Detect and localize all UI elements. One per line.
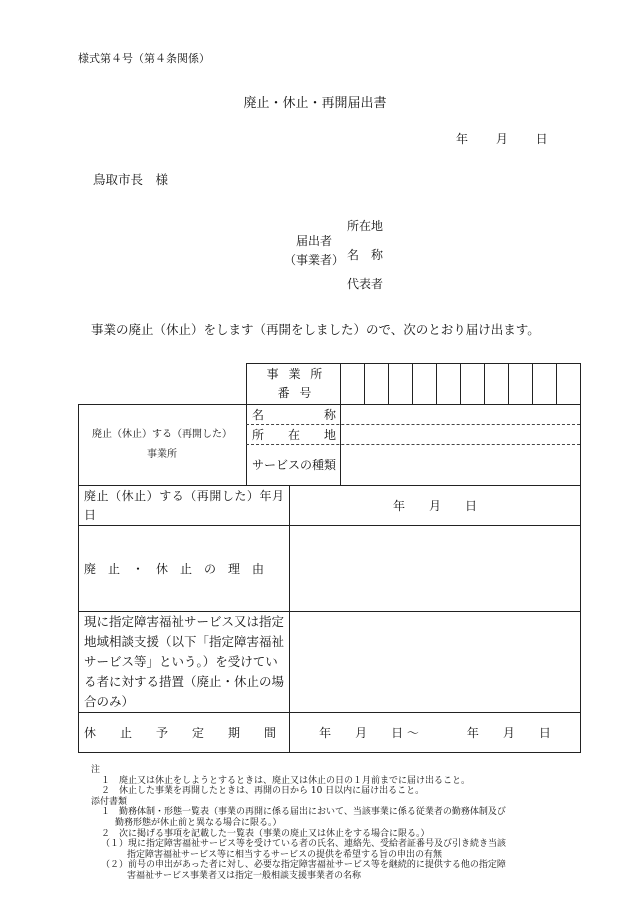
applicant-label-line1: 届出者 [296,234,333,248]
note-1: １ 廃止又は休止をしようとするときは、廃止又は休止の日の１月前までに届け出ること。 [101,775,471,786]
table-rule [580,363,581,753]
attachment-2-1-cont: 指定障害福祉サービス等に相当するサービスの提供を希望する旨の申出の有無 [127,849,443,860]
attachments-heading: 添付書類 [91,796,128,807]
effective-date-input[interactable]: 年 月 日 [392,499,477,513]
attachment-2-2-cont: 害福祉サービス事業者又は指定一般相談支援事業者の名称 [127,870,362,881]
attachment-1-cont: 勤務形態が休止前と異なる場合に限る。） [115,817,282,828]
applicant-address-field[interactable]: 所在地 [347,219,384,233]
reason-input[interactable] [290,526,580,611]
service-type-label: サービスの種類 [251,457,336,472]
reason-label: 廃 止 ・ 休 止 の 理 由 [84,562,265,576]
attachment-1: １ 勤務体制・形態一覧表（事業の再開に係る届出において、当該事業に係る従業者の勤務体制及び [101,807,506,818]
service-type-input[interactable] [341,445,580,485]
office-address-input[interactable] [341,425,580,444]
office-group-label [79,420,245,470]
notes-heading: 注 [91,765,101,775]
measures-input[interactable] [290,612,580,712]
addressee: 鳥取市長 様 [93,172,169,187]
office-number-input[interactable] [341,364,580,404]
applicant-label [284,232,344,270]
table-rule [78,752,581,753]
applicant-name-field[interactable]: 名 称 [347,248,384,262]
office-address-label: 所 在 地 [252,428,337,442]
suspension-period-label: 休 止 予 定 期 間 [84,726,277,740]
office-group-label-line2: 事業所 [147,449,177,460]
office-name-label: 名 称 [252,408,337,422]
note-2: ２ 休止した事業を再開したときは、再開の日から 10 日以内に届け出ること。 [101,786,425,797]
applicant-label-line2: （事業者） [284,253,345,267]
effective-date-label: 廃止（休止）する（再開した）年月日 [84,488,284,522]
attachment-2-2: （２）前号の申出があった者に対し、必要な指定障害福祉サービス等を継続的に提供する他の指定障 [101,860,506,871]
notes-section [91,765,506,882]
measures-label: 現に指定障害福祉サービス又は指定地域相談支援（以下「指定障害福祉サービス等」という。）を受けている者に対する措置（廃止・休止の場合のみ） [84,614,285,709]
office-name-input[interactable] [341,405,580,424]
document-title: 廃止・休止・再開届出書 [243,96,387,111]
table-rule [246,363,247,404]
submission-date[interactable]: 年 月 日 [456,132,548,146]
office-group-label-line1: 廃止（休止）する（再開した） [92,429,232,440]
intro-text: 事業の廃止（休止）をします（再開をしました）ので、次のとおり届け出ます。 [91,322,540,337]
attachment-2: ２ 次に掲げる事項を記載した一覧表（事業の廃止又は休止をする場合に限る。） [101,828,430,839]
office-number-label: 事 業 所 番 号 [266,367,326,400]
applicant-fields [347,212,383,299]
attachment-2-1: （１）現に指定障害福祉サービス等を受けている者の氏名、連絡先、受給者証番号及び引き続き当該 [101,839,507,850]
suspension-period-input[interactable]: 年 月 日 〜 年 月 日 [319,726,551,740]
form-number: 様式第４号（第４条関係） [78,52,210,65]
applicant-representative-field[interactable]: 代表者 [347,277,384,291]
